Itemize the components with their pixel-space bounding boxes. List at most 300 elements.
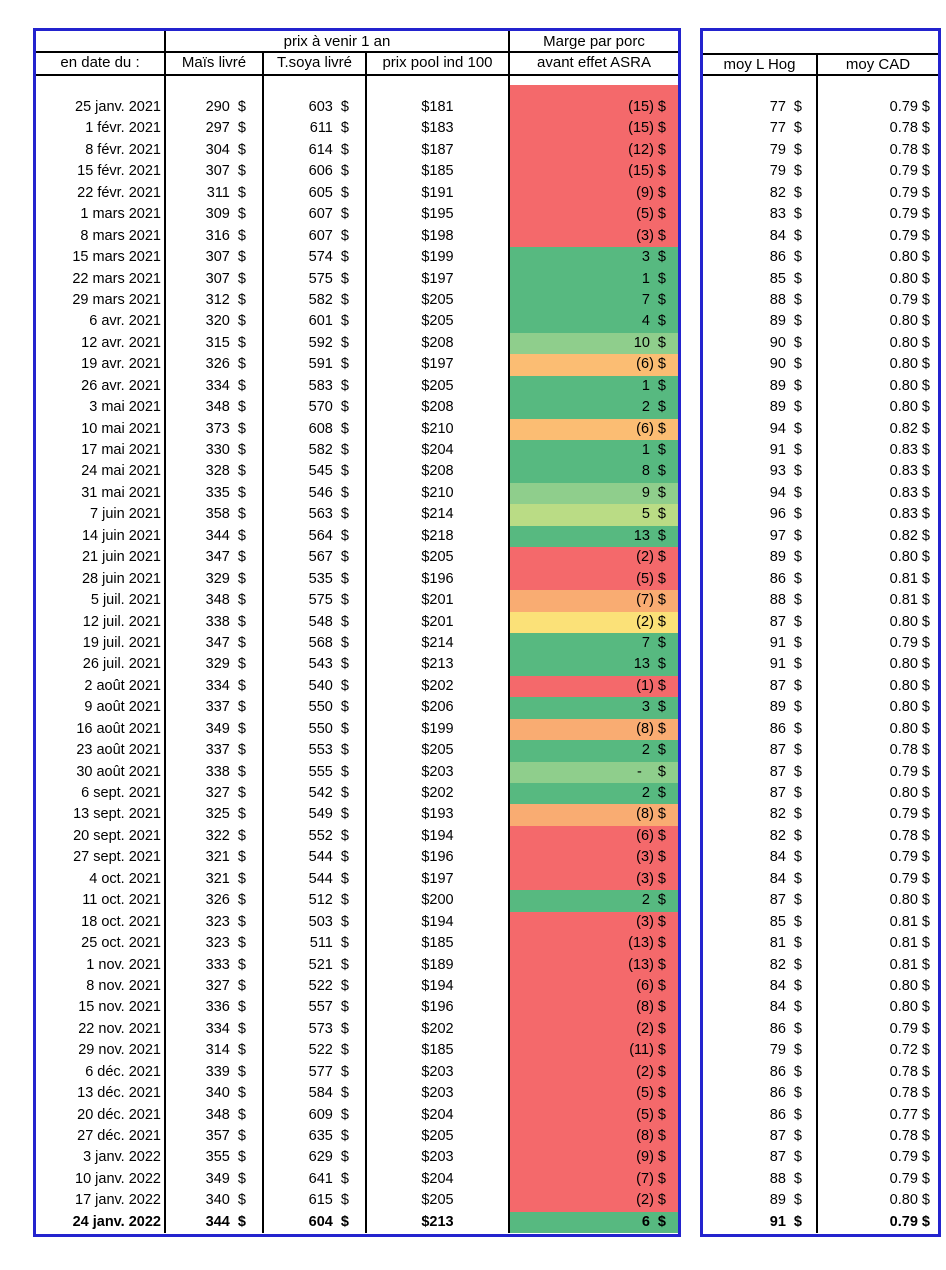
pool-cell: $213 <box>367 1212 510 1233</box>
soya-cell: 607 $ <box>264 204 367 225</box>
right-spacer-row <box>703 76 938 97</box>
table-row <box>703 804 938 825</box>
mais-cell: 307 $ <box>166 161 264 182</box>
pool-cell: $203 <box>367 1062 510 1083</box>
pool-cell: $195 <box>367 204 510 225</box>
cad-cell: 0.80 $ <box>889 785 930 801</box>
marge-cell: (2) $ <box>510 612 678 633</box>
hog-cell: 93 $ <box>703 461 818 482</box>
hog-cell: 87 $ <box>703 612 818 633</box>
pool-cell: $205 <box>367 740 510 761</box>
cad-cell: 0.83 $ <box>889 484 930 501</box>
marge-cell: (2) $ <box>510 1062 678 1083</box>
header-soya-livre: T.soya livré <box>264 53 367 76</box>
date-cell: 1 févr. 2021 <box>36 118 166 139</box>
table-row <box>703 1147 938 1168</box>
pool-cell: $202 <box>367 1019 510 1040</box>
date-cell: 17 mai 2021 <box>36 440 166 461</box>
right-rows <box>703 97 938 1233</box>
mais-cell: 344 $ <box>166 1212 264 1233</box>
soya-cell: 522 $ <box>264 976 367 997</box>
date-cell: 25 janv. 2021 <box>36 97 166 118</box>
marge-cell: (15) $ <box>510 118 678 139</box>
date-cell: 18 oct. 2021 <box>36 912 166 933</box>
date-cell: 1 mars 2021 <box>36 204 166 225</box>
pool-cell: $200 <box>367 890 510 911</box>
table-row <box>36 1147 678 1168</box>
marge-cell: (15) $ <box>510 97 678 118</box>
date-cell: 8 mars 2021 <box>36 226 166 247</box>
soya-cell: 552 $ <box>264 826 367 847</box>
cad-cell: 0.77 $ <box>889 1106 930 1123</box>
mais-cell: 323 $ <box>166 933 264 954</box>
pool-cell: $203 <box>367 762 510 783</box>
main-header-row-2 <box>36 53 678 76</box>
hog-cell: 87 $ <box>703 1147 818 1168</box>
date-cell: 27 déc. 2021 <box>36 1126 166 1147</box>
pool-cell: $205 <box>367 311 510 332</box>
table-row <box>36 269 678 290</box>
marge-cell: 1 $ <box>510 376 678 397</box>
marge-cell: 8 $ <box>510 461 678 482</box>
hog-cell: 91 $ <box>703 440 818 461</box>
marge-cell: (6) $ <box>510 419 678 440</box>
hog-cell: 77 $ <box>703 97 818 118</box>
hog-cell: 94 $ <box>703 483 818 504</box>
marge-cell: (6) $ <box>510 354 678 375</box>
soya-cell: 550 $ <box>264 719 367 740</box>
date-cell: 21 juin 2021 <box>36 547 166 568</box>
soya-cell: 548 $ <box>264 612 367 633</box>
pool-cell: $218 <box>367 526 510 547</box>
spacer-marge-cell <box>510 76 678 97</box>
cad-cell: 0.79 $ <box>889 763 930 780</box>
mais-cell: 322 $ <box>166 826 264 847</box>
pool-cell: $204 <box>367 440 510 461</box>
pool-cell: $194 <box>367 912 510 933</box>
right-header-row <box>703 53 938 76</box>
marge-cell: (5) $ <box>510 1105 678 1126</box>
table-row <box>703 1169 938 1190</box>
soya-cell: 635 $ <box>264 1126 367 1147</box>
date-cell: 3 janv. 2022 <box>36 1147 166 1168</box>
table-row <box>703 140 938 161</box>
pool-cell: $196 <box>367 997 510 1018</box>
table-row <box>703 697 938 718</box>
mais-cell: 348 $ <box>166 397 264 418</box>
mais-cell: 373 $ <box>166 419 264 440</box>
date-cell: 10 janv. 2022 <box>36 1169 166 1190</box>
main-spacer-row <box>36 76 678 97</box>
marge-cell: 7 $ <box>510 633 678 654</box>
table-row <box>36 247 678 268</box>
mais-cell: 334 $ <box>166 376 264 397</box>
date-cell: 17 janv. 2022 <box>36 1190 166 1211</box>
date-cell: 12 avr. 2021 <box>36 333 166 354</box>
table-row <box>36 204 678 225</box>
date-cell: 25 oct. 2021 <box>36 933 166 954</box>
table-row <box>36 762 678 783</box>
hog-cell: 88 $ <box>703 590 818 611</box>
table-row <box>36 997 678 1018</box>
mais-cell: 337 $ <box>166 740 264 761</box>
cad-cell: 0.80 $ <box>889 677 930 694</box>
table-row <box>703 997 938 1018</box>
marge-cell: (8) $ <box>510 997 678 1018</box>
pool-cell: $214 <box>367 633 510 654</box>
soya-cell: 550 $ <box>264 697 367 718</box>
mais-cell: 344 $ <box>166 526 264 547</box>
date-cell: 22 mars 2021 <box>36 269 166 290</box>
date-cell: 6 avr. 2021 <box>36 311 166 332</box>
table-row <box>36 633 678 654</box>
date-cell: 8 févr. 2021 <box>36 140 166 161</box>
date-cell: 20 sept. 2021 <box>36 826 166 847</box>
header-moy-l-hog: moy L Hog <box>703 53 818 76</box>
date-cell: 30 août 2021 <box>36 762 166 783</box>
cad-cell: 0.78 $ <box>889 1128 930 1144</box>
mais-cell: 304 $ <box>166 140 264 161</box>
marge-cell: (13) $ <box>510 933 678 954</box>
hog-cell: 85 $ <box>703 912 818 933</box>
cad-cell: 0.78 $ <box>889 1063 930 1080</box>
table-row <box>36 912 678 933</box>
mais-cell: 290 $ <box>166 97 264 118</box>
marge-cell: (2) $ <box>510 1190 678 1211</box>
table-row <box>703 97 938 118</box>
table-row <box>36 354 678 375</box>
hog-cell: 88 $ <box>703 290 818 311</box>
cad-cell: 0.80 $ <box>889 399 930 416</box>
cad-cell: 0.80 $ <box>889 356 930 373</box>
marge-cell: 5 $ <box>510 504 678 525</box>
table-row <box>36 590 678 611</box>
mais-cell: 321 $ <box>166 847 264 868</box>
soya-cell: 553 $ <box>264 740 367 761</box>
mais-cell: 355 $ <box>166 1147 264 1168</box>
table-row <box>36 97 678 118</box>
hog-cell: 86 $ <box>703 1062 818 1083</box>
soya-cell: 615 $ <box>264 1190 367 1211</box>
pool-cell: $185 <box>367 1040 510 1061</box>
date-cell: 31 mai 2021 <box>36 483 166 504</box>
hog-cell: 87 $ <box>703 890 818 911</box>
table-row <box>703 955 938 976</box>
header-prix-a-venir: prix à venir 1 an <box>166 31 510 53</box>
header-mais-livre: Maïs livré <box>166 53 264 76</box>
soya-cell: 563 $ <box>264 504 367 525</box>
header-moy-cad: moy CAD <box>818 53 938 76</box>
marge-cell: (5) $ <box>510 204 678 225</box>
table-row <box>36 740 678 761</box>
marge-cell: 1 $ <box>510 269 678 290</box>
spacer-cell <box>703 76 818 97</box>
table-row <box>703 590 938 611</box>
soya-cell: 577 $ <box>264 1062 367 1083</box>
table-row <box>36 847 678 868</box>
pool-cell: $201 <box>367 612 510 633</box>
soya-cell: 575 $ <box>264 590 367 611</box>
hog-cell: 79 $ <box>703 1040 818 1061</box>
soya-cell: 544 $ <box>264 847 367 868</box>
table-row <box>703 440 938 461</box>
date-cell: 15 févr. 2021 <box>36 161 166 182</box>
date-cell: 10 mai 2021 <box>36 419 166 440</box>
soya-cell: 591 $ <box>264 354 367 375</box>
cad-cell: 0.79 $ <box>889 206 930 223</box>
cad-cell: 0.79 $ <box>889 291 930 308</box>
table-row <box>703 1212 938 1233</box>
cad-cell: 0.81 $ <box>889 913 930 930</box>
pool-cell: $214 <box>367 504 510 525</box>
mais-cell: 320 $ <box>166 311 264 332</box>
table-row <box>36 783 678 804</box>
spacer-cell <box>166 76 264 97</box>
date-cell: 15 nov. 2021 <box>36 997 166 1018</box>
right-table <box>700 28 941 1237</box>
cad-cell: 0.79 $ <box>889 227 930 244</box>
marge-cell: (3) $ <box>510 912 678 933</box>
header-marge-line1: Marge par porc <box>510 31 678 53</box>
soya-cell: 609 $ <box>264 1105 367 1126</box>
table-row <box>36 140 678 161</box>
marge-cell: 9 $ <box>510 483 678 504</box>
mais-cell: 330 $ <box>166 440 264 461</box>
table-row <box>703 762 938 783</box>
pool-cell: $204 <box>367 1169 510 1190</box>
soya-cell: 570 $ <box>264 397 367 418</box>
soya-cell: 521 $ <box>264 955 367 976</box>
spacer-cell <box>36 76 166 97</box>
mais-cell: 336 $ <box>166 997 264 1018</box>
table-row <box>36 504 678 525</box>
soya-cell: 573 $ <box>264 1019 367 1040</box>
cad-cell: 0.80 $ <box>889 999 930 1016</box>
date-cell: 14 juin 2021 <box>36 526 166 547</box>
table-row <box>36 526 678 547</box>
hog-cell: 90 $ <box>703 333 818 354</box>
marge-cell: (3) $ <box>510 226 678 247</box>
mais-cell: 339 $ <box>166 1062 264 1083</box>
hog-cell: 86 $ <box>703 569 818 590</box>
mais-cell: 340 $ <box>166 1083 264 1104</box>
header-marge-line2: avant effet ASRA <box>510 53 678 76</box>
hog-cell: 96 $ <box>703 504 818 525</box>
cad-cell: 0.78 $ <box>889 120 930 137</box>
soya-cell: 549 $ <box>264 804 367 825</box>
hog-cell: 81 $ <box>703 933 818 954</box>
soya-cell: 557 $ <box>264 997 367 1018</box>
soya-cell: 503 $ <box>264 912 367 933</box>
soya-cell: 607 $ <box>264 226 367 247</box>
soya-cell: 575 $ <box>264 269 367 290</box>
table-row <box>36 311 678 332</box>
cad-cell: 0.78 $ <box>889 742 930 759</box>
date-cell: 29 mars 2021 <box>36 290 166 311</box>
date-cell: 5 juil. 2021 <box>36 590 166 611</box>
table-row <box>703 826 938 847</box>
pool-cell: $197 <box>367 354 510 375</box>
soya-cell: 545 $ <box>264 461 367 482</box>
table-row <box>36 547 678 568</box>
cad-cell: 0.79 $ <box>889 1170 930 1187</box>
soya-cell: 555 $ <box>264 762 367 783</box>
table-row <box>703 1062 938 1083</box>
hog-cell: 91 $ <box>703 633 818 654</box>
soya-cell: 629 $ <box>264 1147 367 1168</box>
pool-cell: $206 <box>367 697 510 718</box>
date-cell: 2 août 2021 <box>36 676 166 697</box>
cad-cell: 0.79 $ <box>889 634 930 651</box>
hog-cell: 94 $ <box>703 419 818 440</box>
marge-cell: 3 $ <box>510 247 678 268</box>
cad-cell: 0.78 $ <box>889 827 930 844</box>
marge-cell: (12) $ <box>510 140 678 161</box>
pool-cell: $205 <box>367 376 510 397</box>
mais-cell: 311 $ <box>166 183 264 204</box>
table-row <box>703 269 938 290</box>
table-row <box>703 783 938 804</box>
marge-cell: 2 $ <box>510 890 678 911</box>
mais-cell: 338 $ <box>166 612 264 633</box>
mais-cell: 335 $ <box>166 483 264 504</box>
cad-cell: 0.79 $ <box>889 849 930 866</box>
marge-cell: 13 $ <box>510 654 678 675</box>
mais-cell: 340 $ <box>166 1190 264 1211</box>
table-row <box>36 654 678 675</box>
soya-cell: 582 $ <box>264 290 367 311</box>
table-row <box>36 1169 678 1190</box>
hog-cell: 86 $ <box>703 1105 818 1126</box>
table-row <box>703 1019 938 1040</box>
cad-cell: 0.79 $ <box>889 1149 930 1166</box>
hog-cell: 89 $ <box>703 311 818 332</box>
cad-cell: 0.80 $ <box>889 377 930 394</box>
pool-cell: $203 <box>367 1147 510 1168</box>
table-row <box>36 483 678 504</box>
table-row <box>703 976 938 997</box>
hog-cell: 89 $ <box>703 376 818 397</box>
table-row <box>36 955 678 976</box>
mais-cell: 309 $ <box>166 204 264 225</box>
table-row <box>36 290 678 311</box>
cad-cell: 0.72 $ <box>889 1042 930 1059</box>
date-cell: 12 juil. 2021 <box>36 612 166 633</box>
date-cell: 15 mars 2021 <box>36 247 166 268</box>
soya-cell: 601 $ <box>264 311 367 332</box>
soya-cell: 582 $ <box>264 440 367 461</box>
soya-cell: 584 $ <box>264 1083 367 1104</box>
pool-cell: $213 <box>367 654 510 675</box>
date-cell: 26 juil. 2021 <box>36 654 166 675</box>
mais-cell: 329 $ <box>166 654 264 675</box>
date-cell: 22 nov. 2021 <box>36 1019 166 1040</box>
hog-cell: 89 $ <box>703 697 818 718</box>
cad-cell: 0.80 $ <box>889 1192 930 1209</box>
cad-cell: 0.82 $ <box>889 420 930 437</box>
date-cell: 28 juin 2021 <box>36 569 166 590</box>
marge-cell: 13 $ <box>510 526 678 547</box>
table-row <box>703 118 938 139</box>
marge-cell: 4 $ <box>510 311 678 332</box>
marge-cell: - $ <box>510 762 678 783</box>
date-cell: 22 févr. 2021 <box>36 183 166 204</box>
table-row <box>36 1062 678 1083</box>
marge-cell: (6) $ <box>510 976 678 997</box>
cad-cell: 0.80 $ <box>889 334 930 351</box>
hog-cell: 82 $ <box>703 826 818 847</box>
marge-cell: (5) $ <box>510 1083 678 1104</box>
hog-cell: 87 $ <box>703 1126 818 1147</box>
date-cell: 4 oct. 2021 <box>36 869 166 890</box>
marge-cell: (7) $ <box>510 590 678 611</box>
table-row <box>36 333 678 354</box>
right-empty-row <box>703 31 938 53</box>
hog-cell: 86 $ <box>703 1083 818 1104</box>
mais-cell: 314 $ <box>166 1040 264 1061</box>
table-row <box>703 354 938 375</box>
pool-cell: $197 <box>367 869 510 890</box>
soya-cell: 564 $ <box>264 526 367 547</box>
table-row <box>36 890 678 911</box>
table-row <box>36 612 678 633</box>
hog-cell: 83 $ <box>703 204 818 225</box>
mais-cell: 327 $ <box>166 783 264 804</box>
hog-cell: 86 $ <box>703 1019 818 1040</box>
date-cell: 27 sept. 2021 <box>36 847 166 868</box>
table-row <box>703 612 938 633</box>
soya-cell: 511 $ <box>264 933 367 954</box>
mais-cell: 316 $ <box>166 226 264 247</box>
main-table <box>33 28 681 1237</box>
table-row <box>36 1105 678 1126</box>
spacer-cell <box>818 76 938 97</box>
marge-cell: (6) $ <box>510 826 678 847</box>
table-row <box>36 676 678 697</box>
soya-cell: 543 $ <box>264 654 367 675</box>
pool-cell: $208 <box>367 461 510 482</box>
soya-cell: 512 $ <box>264 890 367 911</box>
mais-cell: 321 $ <box>166 869 264 890</box>
table-row <box>36 933 678 954</box>
pool-cell: $189 <box>367 955 510 976</box>
pool-cell: $196 <box>367 569 510 590</box>
hog-cell: 90 $ <box>703 354 818 375</box>
mais-cell: 334 $ <box>166 676 264 697</box>
table-row <box>36 397 678 418</box>
date-cell: 6 déc. 2021 <box>36 1062 166 1083</box>
hog-cell: 88 $ <box>703 1169 818 1190</box>
table-row <box>703 1083 938 1104</box>
pool-cell: $204 <box>367 1105 510 1126</box>
pool-cell: $185 <box>367 933 510 954</box>
table-row <box>703 504 938 525</box>
cad-cell: 0.80 $ <box>889 977 930 994</box>
marge-cell: (1) $ <box>510 676 678 697</box>
marge-cell: (13) $ <box>510 955 678 976</box>
date-cell: 6 sept. 2021 <box>36 783 166 804</box>
hog-cell: 82 $ <box>703 804 818 825</box>
date-cell: 23 août 2021 <box>36 740 166 761</box>
marge-cell: (8) $ <box>510 719 678 740</box>
mais-cell: 338 $ <box>166 762 264 783</box>
table-row <box>36 697 678 718</box>
hog-cell: 82 $ <box>703 183 818 204</box>
table-row <box>36 1019 678 1040</box>
pool-cell: $205 <box>367 290 510 311</box>
table-row <box>703 633 938 654</box>
table-row <box>703 247 938 268</box>
